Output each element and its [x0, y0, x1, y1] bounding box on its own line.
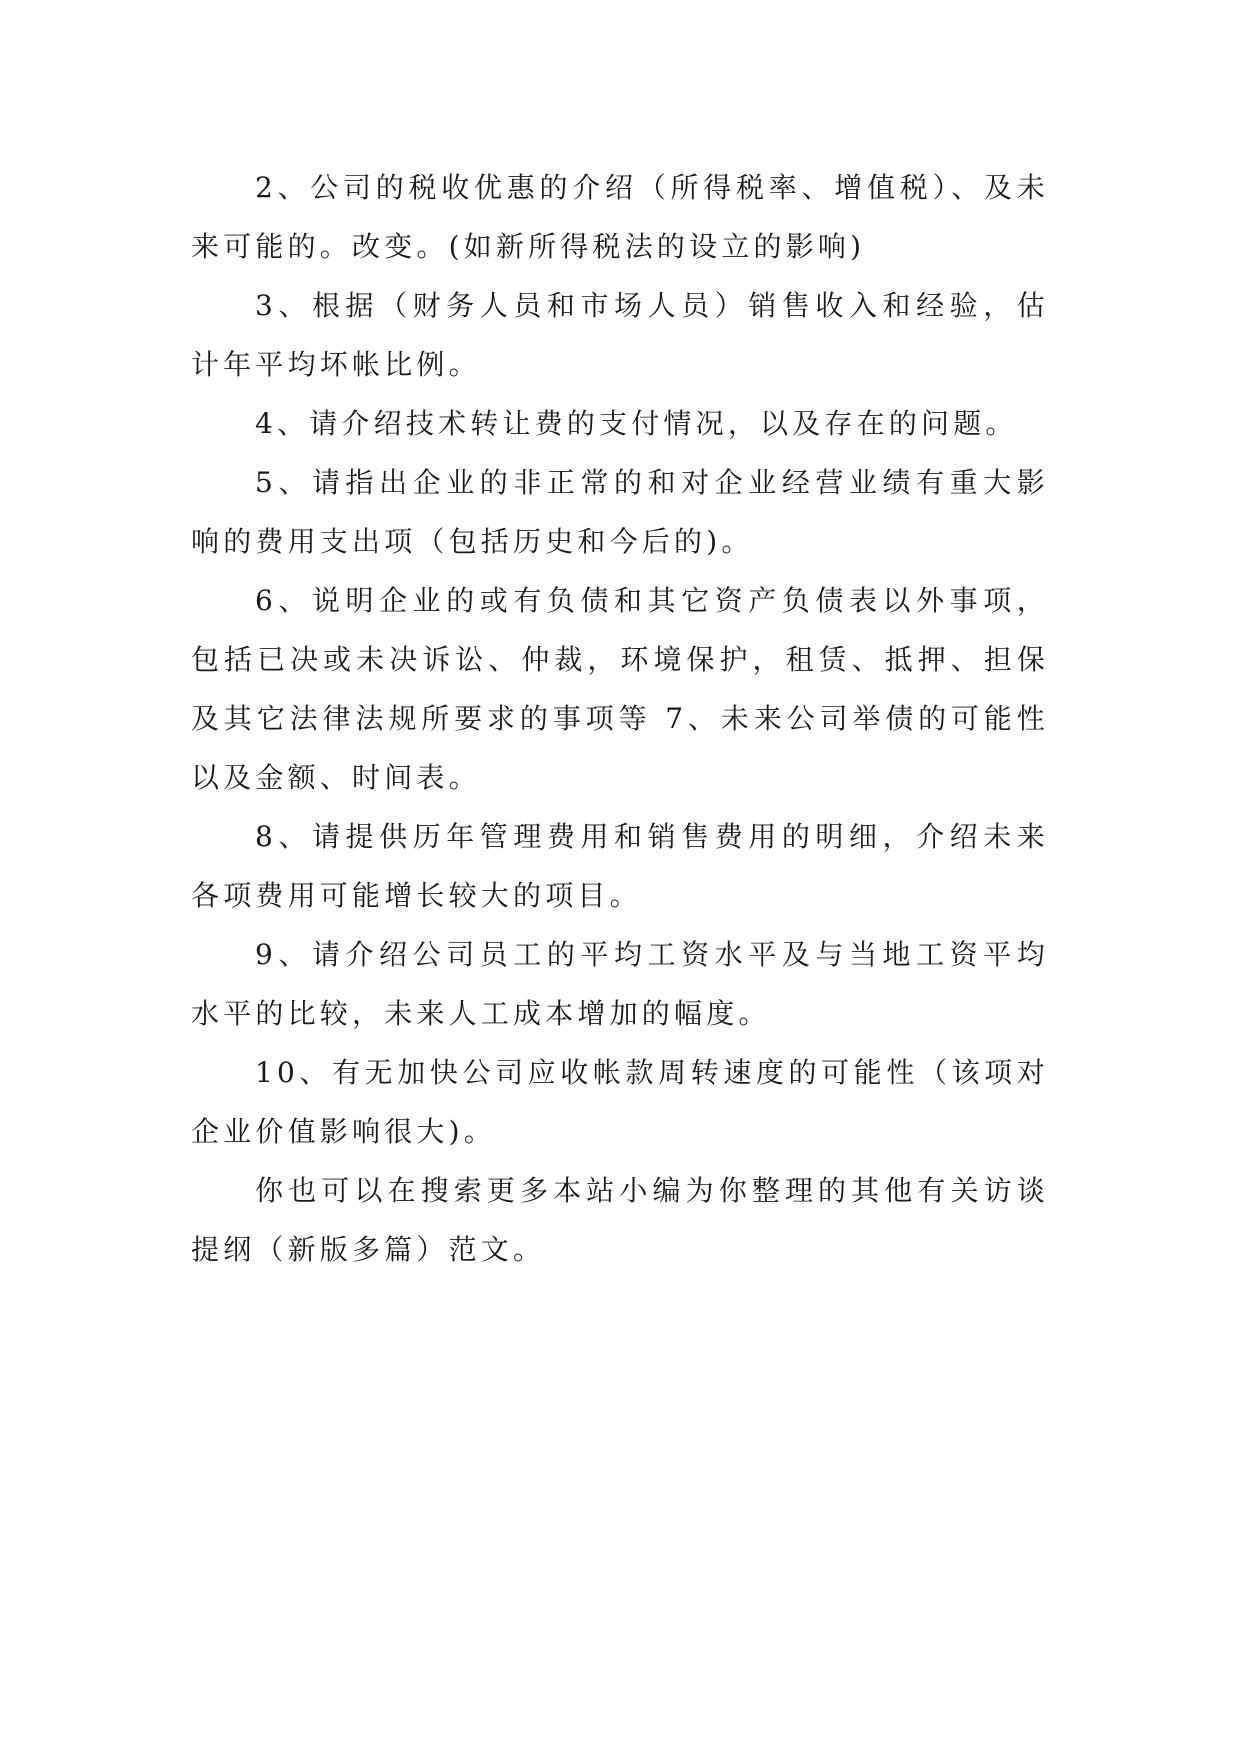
paragraph-bad-debt-ratio: 3、根据（财务人员和市场人员）销售收入和经验，估计年平均坏帐比例。 — [191, 289, 1049, 381]
document-body — [191, 158, 1049, 1279]
paragraph-contingent-liabilities: 6、说明企业的或有负债和其它资产负债表以外事项，包括已决或未决诉讼、仲裁，环境保护，租赁、抵押、担保及其它法律法规所要求的事项等 7、未来公司举债的可能性以及金额、时间表。 — [191, 584, 1049, 794]
paragraph-tax-incentives: 2、公司的税收优惠的介绍（所得税率、增值税）、及未来可能的。改变。(如新所得税法的设立的影响) — [191, 171, 1049, 263]
paragraph-expense-details: 8、请提供历年管理费用和销售费用的明细，介绍未来各项费用可能增长较大的项目。 — [191, 820, 1049, 912]
paragraph-wage-level: 9、请介绍公司员工的平均工资水平及与当地工资平均水平的比较，未来人工成本增加的幅度。 — [191, 938, 1049, 1030]
paragraph-receivables-turnover: 10、有无加快公司应收帐款周转速度的可能性（该项对企业价值影响很大)。 — [191, 1056, 1049, 1148]
paragraph-closing-note: 你也可以在搜索更多本站小编为你整理的其他有关访谈提纲（新版多篇）范文。 — [191, 1174, 1049, 1266]
paragraph-abnormal-expenses: 5、请指出企业的非正常的和对企业经营业绩有重大影响的费用支出项（包括历史和今后的)。 — [191, 466, 1049, 558]
paragraph-technology-transfer-fee: 4、请介绍技术转让费的支付情况，以及存在的问题。 — [255, 407, 1018, 440]
